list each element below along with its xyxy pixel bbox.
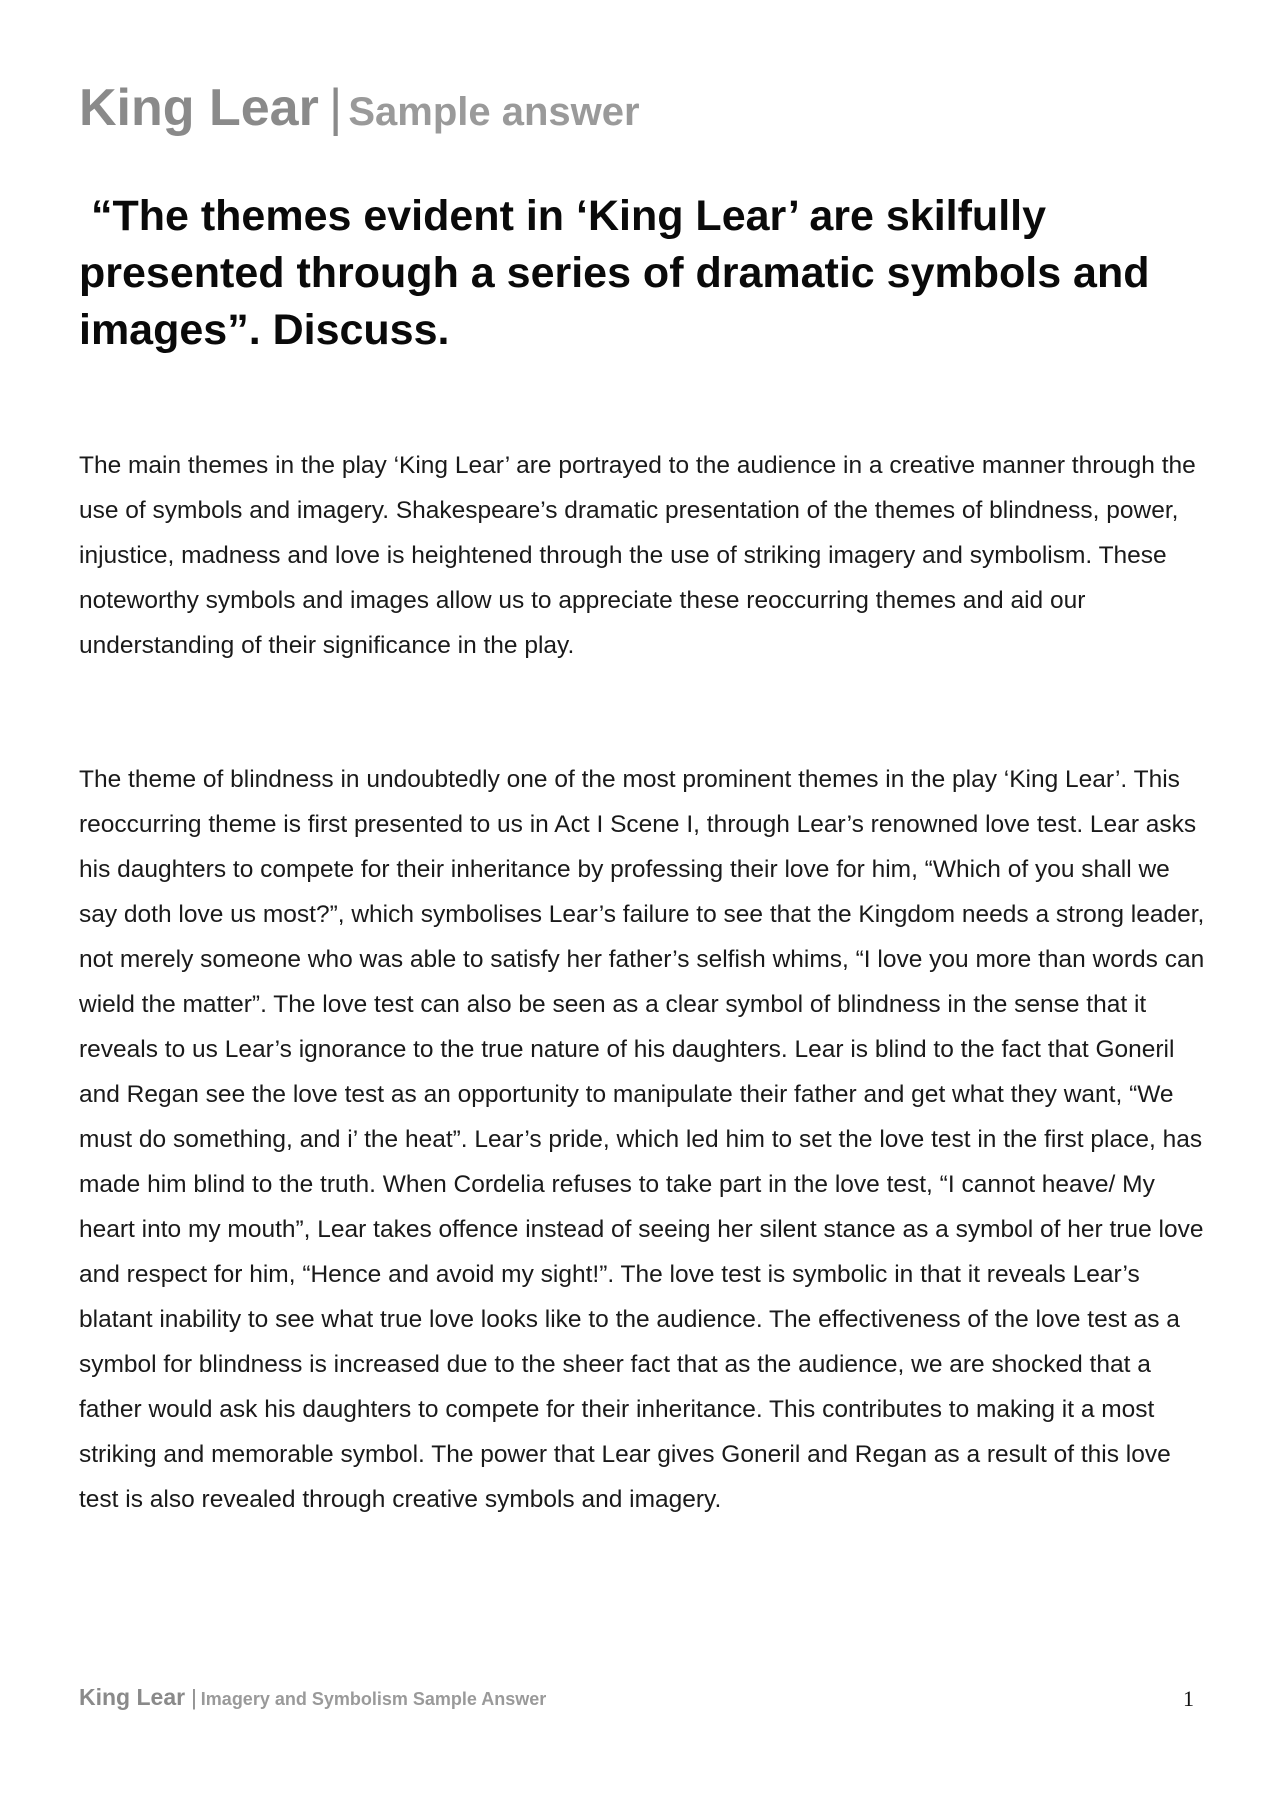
footer-title: King Lear [79, 1684, 186, 1710]
body-paragraph-intro: The main themes in the play ‘King Lear’ are portrayed to the audience in a creative manner through the use of symbols and imagery. Shakespeare’s dramatic presentation of the themes of blindness, power, injustice, madness and love is heightened through the use of striking imagery and symbolism. These noteworthy symbols and images allow us to appreciate these reoccurring themes and aid our understanding of their significance in the play. [79, 452, 1196, 659]
footer-separator: | [191, 1685, 197, 1710]
footer-subtitle: Imagery and Symbolism Sample Answer [200, 1689, 547, 1709]
header-separator: | [328, 79, 343, 137]
page-number: 1 [1183, 1686, 1194, 1711]
header-title: King Lear [79, 79, 319, 137]
page-footer [79, 1684, 546, 1711]
page-header [79, 78, 640, 138]
body-paragraph-blindness: The theme of blindness in undoubtedly one of the most prominent themes in the play ‘King Lear’. This reoccurring theme is first presented to us in Act I Scene I, through Lear’s renowned love test. Lear asks his daughters to compete for their inheritance by professing their love for him, “Which of you shall we say doth love us most?”, which symbolises Lear’s failure to see that the Kingdom needs a strong leader, not merely someone who was able to satisfy her father’s selfish whims, “I love you more than words can wield the matter”. The love test can also be seen as a clear symbol of blindness in the sense that it reveals to us Lear’s ignorance to the true nature of his daughters. Lear is blind to the fact that Goneril and Regan see the love test as an opportunity to manipulate their father and get what they want, “We must do something, and i’ the heat”. Lear’s pride, which led him to set the love test in the first place, has made him blind to the truth. When Cordelia refuses to take part in the love test, “I cannot heave/ My heart into my mouth”, Lear takes offence instead of seeing her silent stance as a symbol of her true love and respect for him, “Hence and avoid my sight!”. The love test is symbolic in that it reveals Lear’s blatant inability to see what true love looks like to the audience. The effectiveness of the love test as a symbol for blindness is increased due to the sheer fact that as the audience, we are shocked that a father would ask his daughters to compete for their inheritance. This contributes to making it a most striking and memorable symbol. The power that Lear gives Goneril and Regan as a result of this love test is also revealed through creative symbols and imagery. [79, 766, 1205, 1513]
essay-question: “The themes evident in ‘King Lear’ are skilfully presented through a series of dramatic symbols and images”. Discuss. [79, 192, 1150, 354]
header-subtitle: Sample answer [348, 90, 640, 134]
